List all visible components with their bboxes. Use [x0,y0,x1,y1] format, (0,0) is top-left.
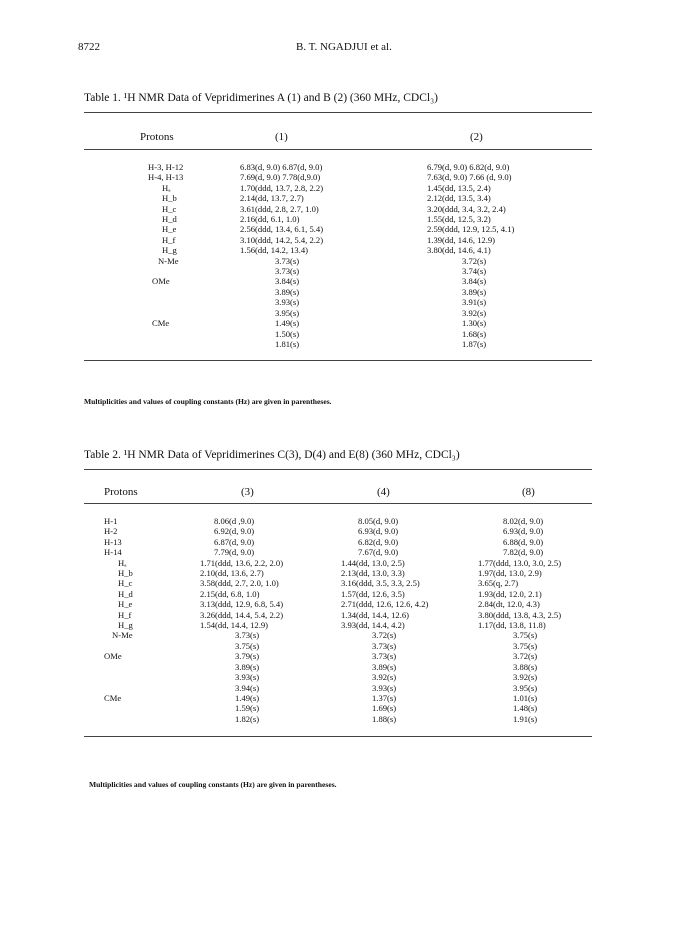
table2-c4-cell: 1.57(dd, 12.6, 3.5) [341,588,405,599]
table1-c2-cell: 2.12(dd, 13.5, 3.4) [427,193,491,204]
table1-label [148,339,183,349]
table1-label: H_f [162,234,176,245]
table2-c3-cell: 1.71(ddd, 13.6, 2.2, 2.0) [200,557,284,568]
table2-col-protons: Protons [104,486,138,498]
table1-c1-cell: 1.70(ddd, 13.7, 2.8, 2.2) [240,182,324,193]
table2-col-4: (4) [377,486,390,498]
table2-label: H-1 [104,516,118,526]
table2-c8-cell: 3.75(s) [513,630,538,641]
table2-c4-cell: 3.73(s) [372,651,397,662]
table2-c8-cell: 3.95(s) [513,682,538,693]
table2-c8-cell: 1.17(dd, 13.8, 11.8) [478,620,546,631]
table2-c3-cell: 3.58(ddd, 2.7, 2.0, 1.0) [200,578,279,589]
table2-c8-cell: 6.93(d, 9.0) [503,526,544,537]
table1-c1-cell: 1.56(dd, 14.2, 13.4) [240,245,309,256]
table1-c1-cell: 3.95(s) [275,307,300,318]
table2-c8-cell: 8.02(d, 9.0) [503,516,544,526]
table2-c4-cell: 2.71(ddd, 12.6, 12.6, 4.2) [341,599,429,610]
table2-c3-cell: 6.92(d, 9.0) [214,526,255,537]
table1-c2-cell: 2.59(ddd, 12.9, 12.5, 4.1) [427,224,515,235]
table2-c3-cell: 3.73(s) [235,630,260,641]
table2-col-3: (3) [241,486,254,498]
table2-c8-cell: 3.72(s) [513,651,538,662]
table1-c1-cell: 7.69(d, 9.0) 7.78(d,9.0) [240,172,321,183]
table1-col-protons: Protons [140,131,174,143]
table2-c8-cell: 7.82(d, 9.0) [503,547,544,558]
table1-label [148,266,183,276]
table2-c8-cell: 2.84(dt, 12.0, 4.3) [478,599,540,610]
table1-label [148,307,183,317]
table1-label [148,297,183,307]
table2-label: H_e [118,599,133,610]
table2-label [104,661,133,671]
table2-c3-cell: 3.94(s) [235,682,260,693]
table2-c8-cell: 3.80(ddd, 13.8, 4.3, 2.5) [478,609,562,620]
table2-title: Table 2. ¹H NMR Data of Vepridimerines C(3), D(4) and E(8) (360 MHz, CDCl₃) [84,449,460,461]
table1-label [148,328,183,338]
table1-label: H_g [162,245,177,256]
table1-c1-cell: 1.81(s) [275,338,300,349]
table2-footnote: Multiplicities and values of coupling constants (Hz) are given in parentheses. [89,780,337,789]
table1-c1-cell: 2.56(ddd, 13.4, 6.1, 5.4) [240,224,324,235]
table1-c2-cell: 3.72(s) [462,255,487,266]
table1-col2-values [427,162,514,349]
table1-bottom-rule [84,360,592,361]
table2-c3-cell: 3.13(ddd, 12.9, 6.8, 5.4) [200,599,284,610]
table2-c3-cell: 2.10(dd, 13.6, 2.7) [200,568,264,579]
table2-c4-cell: 1.69(s) [372,703,397,714]
table1-label: H_d [162,213,177,224]
table1-c1-cell: 2.14(dd, 13.7, 2.7) [240,193,304,204]
table1-c2-cell: 3.84(s) [462,276,487,287]
table1-c1-cell: 3.61(ddd, 2.8, 2.7, 1.0) [240,203,319,214]
table1-c2-cell: 3.91(s) [462,297,487,308]
table1-c2-cell: 1.39(dd, 14.6, 12.9) [427,234,496,245]
table2-labels [104,516,133,724]
table2-c4-cell: 8.05(d, 9.0) [358,516,399,526]
table2-col8-values [478,516,561,724]
table2-c8-cell: 3.75(s) [513,640,538,651]
table2-c4-cell: 1.34(dd, 14.4, 12.6) [341,609,410,620]
table2-c4-cell: 3.16(ddd, 3.5, 3.3, 2.5) [341,578,420,589]
table2-c8-cell: 3.65(q, 2.7) [478,578,519,589]
table2-c8-cell: 3.92(s) [513,672,538,683]
table1-c2-cell: 3.89(s) [462,286,487,297]
table2-c8-cell: 1.91(s) [513,713,538,724]
table2-c3-cell: 6.87(d, 9.0) [214,536,255,547]
table2-c4-cell: 3.72(s) [372,630,397,641]
table2-c4-cell: 3.89(s) [372,661,397,672]
table1-c2-cell: 1.87(s) [462,338,487,349]
table2-label: H-14 [104,547,122,558]
table1-c1-cell: 1.49(s) [275,318,300,329]
table2-c3-cell: 1.54(dd, 14.4, 12.9) [200,620,269,631]
table2-c4-cell: 1.88(s) [372,713,397,724]
table2-col3-values [200,516,283,724]
table2-c4-cell: 3.73(s) [372,640,397,651]
table1-c1-cell: 3.10(ddd, 14.2, 5.4, 2.2) [240,234,324,245]
table2-label: H_c [118,578,133,589]
table2-c3-cell: 3.75(s) [235,640,260,651]
table1-c2-cell: 3.20(ddd, 3.4, 3.2, 2.4) [427,203,506,214]
table2-c3-cell: 7.79(d, 9.0) [214,547,255,558]
table2-c8-cell: 1.93(dd, 12.0, 2.1) [478,588,542,599]
table1-c2-cell: 3.92(s) [462,307,487,318]
table1-label: H_c [162,203,177,214]
table1-labels [148,162,183,349]
table2-label: H-13 [104,536,122,547]
table2-c4-cell: 2.13(dd, 13.0, 3.3) [341,568,405,579]
table2-c4-cell: 7.67(d, 9.0) [358,547,399,558]
table2-c4-cell: 3.93(s) [372,682,397,693]
table1-col1-values [240,162,323,349]
table2-label: H_d [118,588,133,599]
table1-col-2: (2) [470,131,483,143]
table2-c4-cell: 3.92(s) [372,672,397,683]
table2-label: CMe [104,692,122,703]
table2-label [104,713,133,723]
table1-c2-cell: 6.79(d, 9.0) 6.82(d, 9.0) [427,162,510,172]
table2-header-rule [84,503,592,504]
table1-label: CMe [152,317,170,328]
table1-header-rule [84,149,592,150]
table1-c2-cell: 1.30(s) [462,318,487,329]
table1-c2-cell: 7.63(d, 9.0) 7.66 (d, 9.0) [427,172,512,183]
table1-c1-cell: 3.93(s) [275,297,300,308]
table1-c2-cell: 1.45(dd, 13.5, 2.4) [427,182,491,193]
table1-c2-cell: 1.68(s) [462,328,487,339]
table1-c2-cell: 1.55(dd, 12.5, 3.2) [427,214,491,225]
table2-c3-cell: 3.89(s) [235,661,260,672]
table1-label: H_b [162,193,177,204]
table2-label [104,672,133,682]
table2-label [104,641,133,651]
table1-label: N-Me [158,255,179,266]
table2-c4-cell: 1.37(s) [372,692,397,703]
table1-title: Table 1. ¹H NMR Data of Vepridimerines A (1) and B (2) (360 MHz, CDCl₃) [84,92,438,104]
table2-c8-cell: 1.97(dd, 13.0, 2.9) [478,568,542,579]
table1-c1-cell: 3.84(s) [275,276,300,287]
table2-c3-cell: 3.93(s) [235,672,260,683]
table2-c3-cell: 3.26(ddd, 14.4, 5.4, 2.2) [200,609,284,620]
table1-label: H-4, H-13 [148,172,184,183]
table2-c8-cell: 3.88(s) [513,661,538,672]
table1-top-rule [84,112,592,113]
table2-c8-cell: 6.88(d, 9.0) [503,536,544,547]
table2-c8-cell: 1.48(s) [513,703,538,714]
table1-c2-cell: 3.74(s) [462,266,487,277]
table1-c1-cell: 3.73(s) [275,266,300,277]
table2-c4-cell: 1.44(dd, 13.0, 2.5) [341,557,405,568]
page-number: 8722 [78,41,100,53]
table2-c3-cell: 2.15(dd, 6.8, 1.0) [200,588,260,599]
table2-label [104,682,133,692]
table2-label: H_g [118,619,133,630]
table1-label: H-3, H-12 [148,162,184,172]
table1-label [148,287,183,297]
table1-c1-cell: 6.83(d, 9.0) 6.87(d, 9.0) [240,162,323,172]
table1-col-1: (1) [275,131,288,143]
table2-c4-cell: 6.93(d, 9.0) [358,526,399,537]
table2-label [104,703,133,713]
table2-c8-cell: 1.77(ddd, 13.0, 3.0, 2.5) [478,557,562,568]
table2-label: N-Me [112,630,133,641]
table1-label: H_e [162,224,177,235]
table2-c3-cell: 1.82(s) [235,713,260,724]
table2-col-8: (8) [522,486,535,498]
table1-c2-cell: 3.80(dd, 14.6, 4.1) [427,245,491,256]
table2-bottom-rule [84,736,592,737]
table2-label: H_b [118,567,133,578]
table1-label: Hₐ [162,182,171,193]
table1-c1-cell: 2.16(dd, 6.1, 1.0) [240,214,300,225]
table1-label: OMe [152,276,170,287]
table1-c1-cell: 3.73(s) [275,255,300,266]
table2-c3-cell: 1.49(s) [235,692,260,703]
table2-c3-cell: 3.79(s) [235,651,260,662]
running-head: B. T. NGADJUI et al. [296,41,392,53]
table2-c8-cell: 1.01(s) [513,692,538,703]
table1-c1-cell: 3.89(s) [275,286,300,297]
table2-c4-cell: 6.82(d, 9.0) [358,536,399,547]
table2-c4-cell: 3.93(dd, 14.4, 4.2) [341,620,405,631]
table2-label: Hₐ [118,557,127,568]
table2-c3-cell: 1.59(s) [235,703,260,714]
table2-label: OMe [104,651,122,662]
table2-label: H_f [118,609,132,620]
table2-label: H-2 [104,526,118,537]
table1-c1-cell: 1.50(s) [275,328,300,339]
table2-top-rule [84,469,592,470]
table2-c3-cell: 8.06(d ,9.0) [214,516,255,526]
table1-footnote: Multiplicities and values of coupling constants (Hz) are given in parentheses. [84,397,332,406]
table2-col4-values [341,516,428,724]
